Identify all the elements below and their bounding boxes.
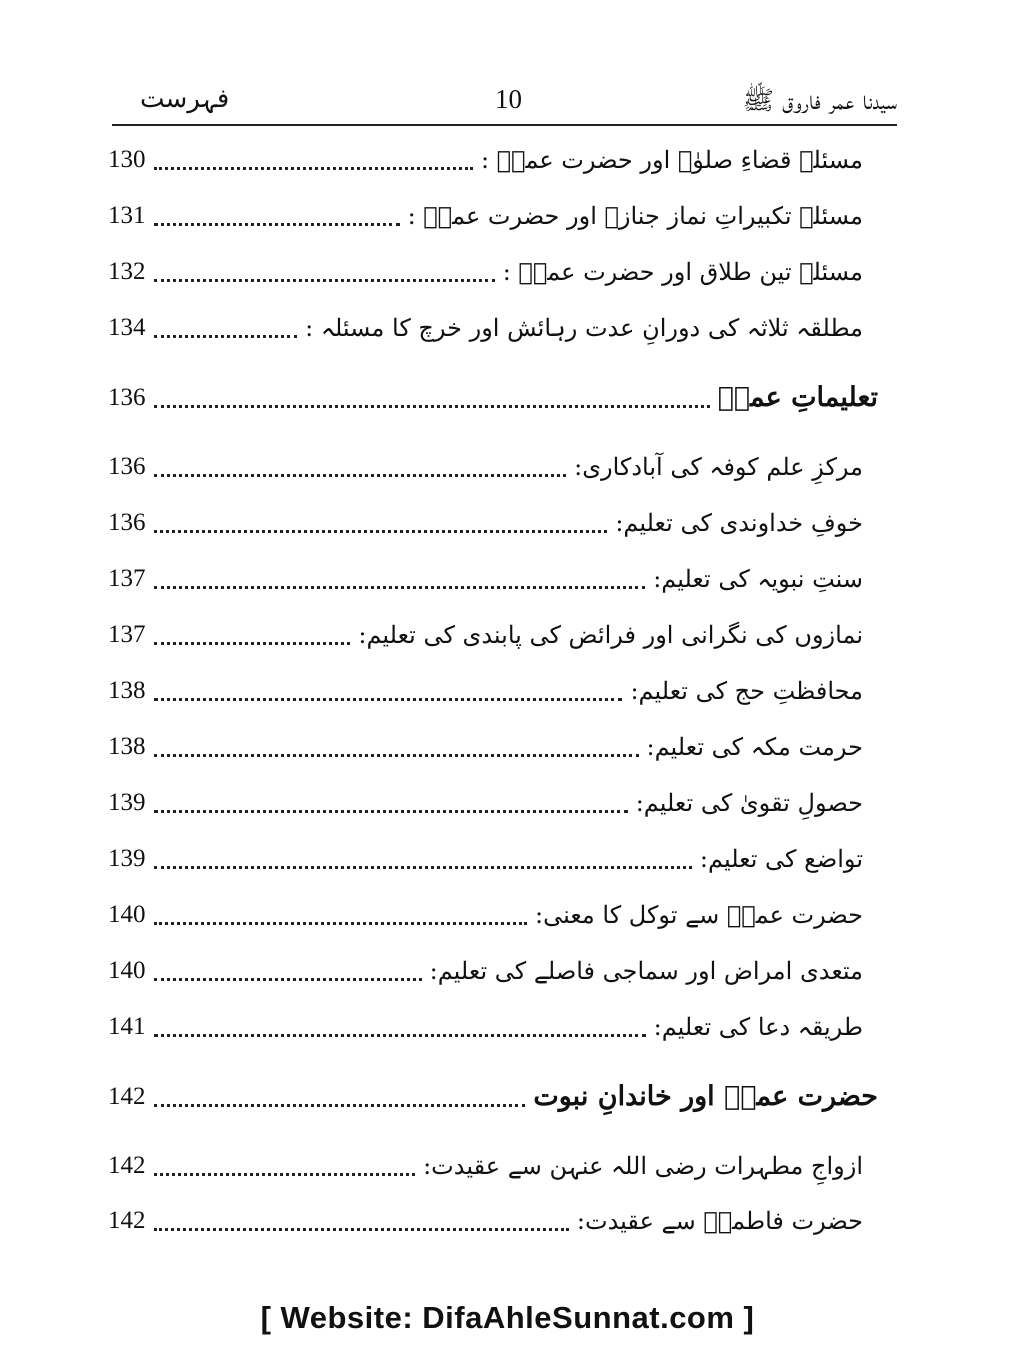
toc-entry-page: 139	[108, 845, 146, 872]
toc-entry-label: مسئلہ قضاءِ صلوٰۃ اور حضرت عمرؓ :	[480, 146, 863, 174]
dot-leader	[154, 1173, 416, 1176]
toc-entry-label: حضرت فاطمہؓ سے عقیدت:	[576, 1207, 863, 1235]
toc-entry-page: 137	[108, 621, 146, 648]
toc-row	[108, 839, 863, 879]
toc-entry-page: 136	[108, 509, 146, 536]
toc-row	[108, 252, 863, 292]
toc-entry-page: 140	[108, 901, 146, 928]
toc-row	[108, 447, 863, 487]
toc-entry-page: 132	[108, 258, 146, 285]
toc-entry-label: حضرت عمرؓ سے توکل کا معنی:	[535, 901, 863, 929]
toc-row	[108, 559, 863, 599]
dot-leader	[154, 698, 623, 701]
toc-row	[108, 671, 863, 711]
toc-entry-label: ازواجِ مطہرات رضی اللہ عنہن سے عقیدت:	[423, 1152, 863, 1180]
toc-row	[108, 196, 863, 236]
toc-heading-row	[108, 1077, 878, 1117]
dot-leader	[154, 1104, 526, 1107]
toc-row	[108, 895, 863, 935]
toc-heading-row	[108, 378, 878, 418]
toc-entry-label: محافظتِ حج کی تعلیم:	[630, 677, 863, 705]
toc-row	[108, 727, 863, 767]
toc-entry-page: 142	[108, 1152, 146, 1179]
dot-leader	[154, 866, 692, 869]
dot-leader	[154, 978, 422, 981]
dot-leader	[154, 167, 473, 170]
section-name: فہرست	[140, 84, 230, 114]
toc-entry-page: 139	[108, 789, 146, 816]
dot-leader	[154, 754, 639, 757]
dot-leader	[154, 1228, 569, 1231]
toc-entry-page: 136	[108, 453, 146, 480]
dot-leader	[154, 405, 710, 408]
toc-entry-label: متعدی امراض اور سماجی فاصلے کی تعلیم:	[429, 957, 863, 985]
toc-entry-label: تواضع کی تعلیم:	[699, 845, 863, 873]
toc-entry-label: نمازوں کی نگرانی اور فرائض کی پابندی کی تعلیم:	[358, 621, 863, 649]
book-title: سیدنا عمر فاروق ﷺ	[742, 86, 897, 116]
toc-entry-page: 141	[108, 1013, 146, 1040]
toc-entry-page: 138	[108, 733, 146, 760]
toc-entry-label: سنتِ نبویہ کی تعلیم:	[653, 565, 863, 593]
toc-entry-page: 134	[108, 314, 146, 341]
toc-entry-page: 138	[108, 677, 146, 704]
dot-leader	[154, 279, 495, 282]
toc-row	[108, 1007, 863, 1047]
toc-entry-page: 130	[108, 146, 146, 173]
dot-leader	[154, 810, 628, 813]
toc-row	[108, 503, 863, 543]
toc-row	[108, 308, 863, 348]
toc-entry-label: حرمت مکہ کی تعلیم:	[646, 733, 863, 761]
toc-entry-label: حضرت عمرؓ اور خاندانِ نبوت	[533, 1081, 878, 1112]
toc-entry-label: مسئلہ تین طلاق اور حضرت عمرؓ :	[502, 258, 863, 286]
toc-entry-label: مرکزِ علم کوفہ کی آبادکاری:	[574, 453, 863, 481]
toc-row	[108, 615, 863, 655]
page-header	[110, 80, 897, 124]
dot-leader	[154, 530, 608, 533]
toc-entry-label: خوفِ خداوندی کی تعلیم:	[615, 509, 863, 537]
toc-row	[108, 140, 863, 180]
toc-entry-page: 137	[108, 565, 146, 592]
toc-entry-page: 136	[108, 384, 146, 411]
dot-leader	[154, 1034, 646, 1037]
toc-entry-label: مسئلہ تکبیراتِ نماز جنازہ اور حضرت عمرؓ :	[407, 202, 863, 230]
toc-entry-label: تعلیماتِ عمرؓ	[717, 382, 878, 413]
toc-entry-label: طریقہ دعا کی تعلیم:	[653, 1013, 863, 1041]
toc-row	[108, 1201, 863, 1241]
toc-entry-page: 131	[108, 202, 146, 229]
toc-entry-label: مطلقہ ثلاثہ کی دورانِ عدت رہائش اور خرچ کا مسئلہ :	[305, 314, 863, 342]
toc-entry-page: 142	[108, 1207, 146, 1234]
website-footer: [ Website: DifaAhleSunnat.com ]	[260, 1300, 755, 1335]
toc-row	[108, 1146, 863, 1186]
toc-entry-page: 140	[108, 957, 146, 984]
dot-leader	[154, 642, 351, 645]
toc-entry-page: 142	[108, 1083, 146, 1110]
toc-row	[108, 951, 863, 991]
toc-entry-label: حصولِ تقویٰ کی تعلیم:	[635, 789, 863, 817]
dot-leader	[154, 922, 528, 925]
dot-leader	[154, 335, 298, 338]
dot-leader	[154, 223, 400, 226]
header-divider	[112, 124, 897, 126]
page-number: 10	[495, 84, 522, 114]
dot-leader	[154, 586, 646, 589]
dot-leader	[154, 474, 567, 477]
toc-row	[108, 783, 863, 823]
